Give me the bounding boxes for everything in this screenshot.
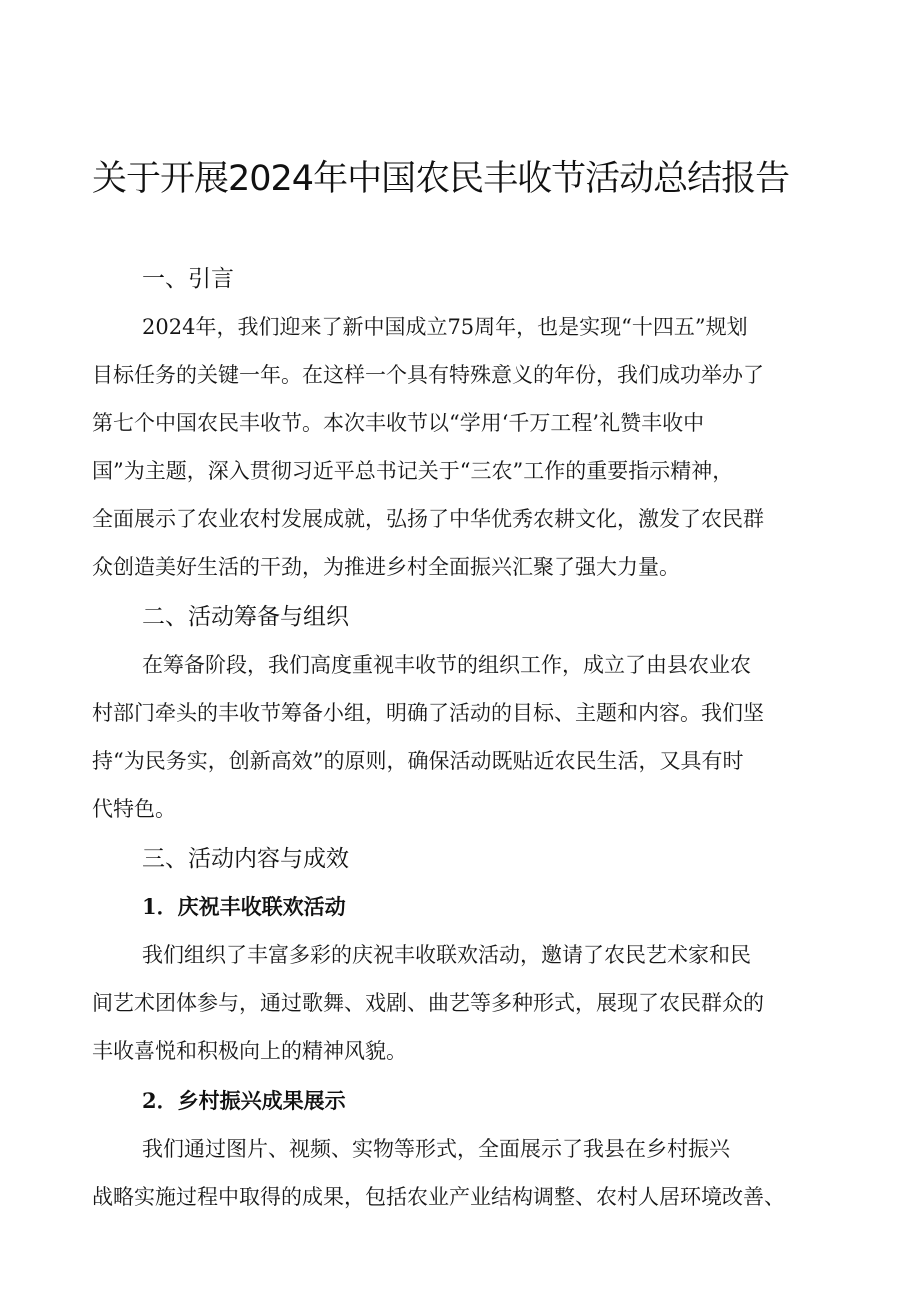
paragraph-line: 第七个中国农民丰收节。本次丰收节以“学用‘千万工程’礼赞丰收中 xyxy=(92,411,705,435)
section-heading-introduction: 一、引言 xyxy=(142,266,234,292)
paragraph-line: 众创造美好生活的干劲，为推进乡村全面振兴汇聚了强大力量。 xyxy=(92,555,680,579)
paragraph-line: 持“为民务实，创新高效”的原则，确保活动既贴近农民生活，又具有时 xyxy=(92,749,744,773)
subsection-heading-celebration: 1．庆祝丰收联欢活动 xyxy=(142,894,346,919)
subsection-heading-rural-revitalization: 2．乡村振兴成果展示 xyxy=(142,1088,346,1113)
paragraph-line: 全面展示了农业农村发展成就，弘扬了中华优秀农耕文化，激发了农民群 xyxy=(92,507,764,531)
paragraph-line: 我们组织了丰富多彩的庆祝丰收联欢活动，邀请了农民艺术家和民 xyxy=(142,943,751,967)
paragraph-line: 村部门牵头的丰收节筹备小组，明确了活动的目标、主题和内容。我们坚 xyxy=(92,701,764,725)
section-heading-content-results: 三、活动内容与成效 xyxy=(142,846,349,872)
paragraph-line: 目标任务的关键一年。在这样一个具有特殊意义的年份，我们成功举办了 xyxy=(92,363,764,387)
paragraph-line: 在筹备阶段，我们高度重视丰收节的组织工作，成立了由县农业农 xyxy=(142,653,751,677)
paragraph-line: 2024年，我们迎来了新中国成立75周年，也是实现“十四五”规划 xyxy=(142,315,748,339)
paragraph-line: 我们通过图片、视频、实物等形式，全面展示了我县在乡村振兴 xyxy=(142,1137,730,1161)
paragraph-line: 丰收喜悦和积极向上的精神风貌。 xyxy=(92,1039,407,1063)
paragraph-line: 战略实施过程中取得的成果，包括农业产业结构调整、农村人居环境改善、 xyxy=(92,1185,785,1209)
paragraph-line: 间艺术团体参与，通过歌舞、戏剧、曲艺等多种形式，展现了农民群众的 xyxy=(92,991,764,1015)
paragraph-line: 国”为主题，深入贯彻习近平总书记关于“三农”工作的重要指示精神， xyxy=(92,459,734,483)
paragraph-line: 代特色。 xyxy=(92,797,176,821)
document-title: 关于开展2024年中国农民丰收节活动总结报告 xyxy=(92,159,790,199)
section-heading-preparation: 二、活动筹备与组织 xyxy=(142,604,349,630)
